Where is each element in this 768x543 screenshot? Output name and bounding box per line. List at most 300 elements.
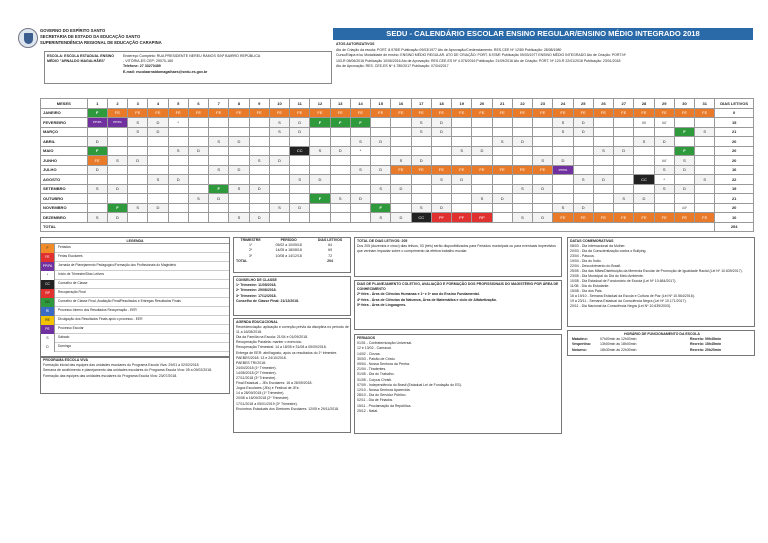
day-cell: RP: [472, 213, 492, 223]
day-cell: [593, 203, 613, 213]
day-cell: [391, 175, 411, 185]
day-cell: [492, 127, 512, 137]
day-cell: D: [492, 194, 512, 204]
day-cell: [87, 203, 107, 213]
day-cell: ////: [634, 118, 654, 128]
col-header-months: MESES: [41, 99, 88, 109]
page-title: SEDU - CALENDÁRIO ESCOLAR ENSINO REGULAR/ENSINO MÉDIO INTEGRADO 2018: [333, 28, 753, 40]
day-cell: D: [411, 156, 431, 166]
day-cell: *: [654, 175, 674, 185]
escola-viva-line: Formação inicial das equipes das unidades escolares do Programa Escola Viva: 29/01 a 02/02/2018: [43, 363, 199, 368]
legend-label: Conselho de Classe: [58, 281, 88, 286]
day-cell: S: [269, 203, 289, 213]
conselho-title: CONSELHO DE CLASSE: [236, 278, 277, 282]
day-cell: [107, 175, 127, 185]
legend-item: [41, 289, 229, 298]
day-cell: [310, 137, 330, 147]
day-cell: D: [674, 184, 694, 194]
day-cell: D: [209, 194, 229, 204]
list-line: 12 e 13/02 - Carnaval.: [357, 346, 392, 351]
day-cell: [330, 156, 350, 166]
day-cell: FE: [330, 108, 350, 118]
day-cell: D: [290, 127, 310, 137]
planejamento-line: 2ª feira - Área de Ciências Humanas e 1º e 3º ano do Ensino Fundamental.: [357, 292, 480, 297]
day-cell: [492, 203, 512, 213]
month-name: MARÇO: [41, 127, 88, 137]
day-cell: S: [553, 127, 573, 137]
day-cell: [188, 127, 208, 137]
conselho-line: 2º Trimestre: 29/08/2018.: [236, 288, 277, 293]
day-cell: S: [533, 156, 553, 166]
day-cell: D: [290, 118, 310, 128]
legend-key: RP: [41, 289, 55, 298]
day-cell: [654, 194, 674, 204]
day-cell: S: [249, 156, 269, 166]
day-cell: S: [209, 165, 229, 175]
day-cell: D: [452, 175, 472, 185]
month-total: 20: [715, 203, 754, 213]
list-line: 19/04 - Dia do Índio.: [570, 259, 602, 263]
day-cell: [188, 184, 208, 194]
legend-label: Início de Trimestre/Dias Letivos: [58, 272, 104, 277]
day-cell: D: [310, 175, 330, 185]
list-line: 23/05 - Dia Municipal do Dia do Meio Ambiente.: [570, 274, 644, 278]
escola-viva-line: Semana de acolhimento e planejamento das unidades escolares do Programa Escola Viva: 05 a 09/02/2018.: [43, 368, 213, 373]
day-cell: [229, 156, 249, 166]
day-cell: [148, 213, 168, 223]
day-cell: [431, 184, 451, 194]
acts-line: Ato de Criação da escola: PORT. 8.978/E Publicação 09/03/1977 Ato de Aprovação/Credenciamento: RES.CEE Nº 12/80 Publicação: 28/08/1980: [336, 47, 562, 52]
day-cell: [695, 156, 715, 166]
day-cell: [229, 146, 249, 156]
day-cell: FE: [593, 213, 613, 223]
day-cell: [614, 118, 634, 128]
day-cell: [674, 175, 694, 185]
agenda-box: [233, 318, 351, 433]
day-cell: [614, 127, 634, 137]
day-cell: [310, 156, 330, 166]
escola-viva-box: [40, 356, 230, 394]
day-cell: [452, 194, 472, 204]
day-cell: [431, 146, 451, 156]
month-total: 10: [715, 213, 754, 223]
col-header-day: 13: [330, 99, 350, 109]
day-cell: [107, 165, 127, 175]
day-cell: D: [391, 184, 411, 194]
day-cell: [391, 137, 411, 147]
horario-cell: 07h00min às 12h00min: [600, 337, 637, 342]
legend-key: FE: [41, 253, 55, 262]
planejamento-line: 5ª feira - Área de Linguagens.: [357, 302, 407, 307]
col-header-day: 22: [512, 99, 532, 109]
day-cell: S: [431, 175, 451, 185]
col-header-day: 2: [107, 99, 127, 109]
day-cell: FE: [431, 165, 451, 175]
day-cell: S: [512, 184, 532, 194]
day-cell: [695, 118, 715, 128]
day-cell: [209, 213, 229, 223]
day-cell: [310, 184, 330, 194]
list-line: Final Estadual – JEs Escolares: 16 a 28/09/2018.: [236, 381, 313, 386]
day-cell: D: [634, 194, 654, 204]
list-line: Jogos Escolares (JEs) e Festival de JEs:: [236, 386, 300, 391]
day-cell: [249, 137, 269, 147]
horario-box: [567, 330, 755, 356]
col-header-day: 21: [492, 99, 512, 109]
day-cell: S: [107, 156, 127, 166]
day-cell: [472, 184, 492, 194]
legend-label: Jornada de Planejamento Pedagógico/Formação dos Profissionais do Magistério: [58, 263, 177, 268]
day-cell: [634, 165, 654, 175]
list-line: 01/01 - Confraternização Universal.: [357, 341, 413, 346]
day-cell: S: [229, 213, 249, 223]
day-cell: [350, 213, 370, 223]
day-cell: [553, 146, 573, 156]
day-cell: [492, 184, 512, 194]
day-cell: S: [391, 156, 411, 166]
horario-cell: Recreio: 09h45min: [690, 337, 722, 342]
day-cell: [695, 146, 715, 156]
day-cell: FE: [654, 108, 674, 118]
calendar-table: [40, 98, 754, 232]
feriados-title: FERIADOS: [357, 336, 376, 340]
month-name: JULHO: [41, 165, 88, 175]
list-line: 14/08/2018 (2º Trimestre).: [236, 370, 277, 375]
day-cell: [391, 127, 411, 137]
day-cell: [148, 165, 168, 175]
day-cell: FE: [492, 165, 512, 175]
acts-block: [336, 42, 756, 70]
day-cell: [87, 127, 107, 137]
month-row: [41, 127, 754, 137]
day-cell: F: [310, 118, 330, 128]
day-cell: FE: [229, 108, 249, 118]
month-total: 21: [715, 194, 754, 204]
day-cell: D: [87, 165, 107, 175]
list-line: 20/03 - Dia da Conscientização contra o Bullying.: [570, 249, 647, 253]
day-cell: [209, 118, 229, 128]
day-cell: FE: [614, 108, 634, 118]
list-line: 11/08 - Dia do Estudante.: [570, 284, 610, 288]
day-cell: [512, 194, 532, 204]
day-cell: S: [330, 194, 350, 204]
day-cell: [553, 137, 573, 147]
day-cell: D: [573, 118, 593, 128]
day-cell: FE: [188, 108, 208, 118]
col-header-day: 23: [533, 99, 553, 109]
day-cell: FE: [209, 108, 229, 118]
day-cell: [472, 175, 492, 185]
day-cell: [695, 165, 715, 175]
day-cell: [128, 165, 148, 175]
day-cell: S: [188, 194, 208, 204]
day-cell: [168, 213, 188, 223]
day-cell: FE: [249, 108, 269, 118]
list-line: Recredenciação: aplicação e correção prévia da disciplina no período de 11 a 16/08/2018.: [236, 325, 349, 335]
legend-key: PE: [41, 325, 55, 334]
day-cell: [492, 118, 512, 128]
day-cell: [371, 127, 391, 137]
day-cell: [533, 203, 553, 213]
day-cell: [533, 127, 553, 137]
day-cell: [371, 118, 391, 128]
day-cell: [148, 146, 168, 156]
conselho-line: Conselho de Classe Final: 21/12/2018.: [236, 298, 300, 303]
agenda-list: [234, 325, 350, 412]
horario-cell: Recreio: 15h45min: [690, 342, 722, 347]
trimestre-total-label: TOTAL: [236, 258, 248, 263]
day-cell: [472, 127, 492, 137]
day-cell: FE: [695, 108, 715, 118]
day-cell: [168, 165, 188, 175]
dias-letivos-text: Dos 205 (duzentos e cinco) dias letivos, 03 (três) serão disponibilizados para Feriados municipais ou para eventuais imprevistos que venham impactar sobre o cumprimento da efetiva trabalho escolar.: [357, 244, 556, 254]
day-cell: F: [310, 194, 330, 204]
day-cell: [87, 175, 107, 185]
day-cell: [391, 203, 411, 213]
day-cell: [553, 194, 573, 204]
day-cell: [634, 146, 654, 156]
legend-key: DD: [41, 298, 55, 307]
day-cell: S: [350, 165, 370, 175]
day-cell: [188, 156, 208, 166]
legend-item: [41, 244, 229, 253]
day-cell: [249, 165, 269, 175]
day-cell: [168, 194, 188, 204]
day-cell: [512, 118, 532, 128]
month-total: 20: [715, 137, 754, 147]
day-cell: [452, 137, 472, 147]
day-cell: D: [654, 137, 674, 147]
month-total: 0: [715, 108, 754, 118]
day-cell: [229, 203, 249, 213]
acts-title: ATOS AUTORIZATIVOS: [336, 42, 375, 46]
day-cell: S: [128, 203, 148, 213]
day-cell: [290, 194, 310, 204]
day-cell: [634, 203, 654, 213]
day-cell: [614, 156, 634, 166]
day-cell: [431, 194, 451, 204]
col-header-day: 12: [310, 99, 330, 109]
day-cell: [614, 203, 634, 213]
list-line: 12/10 - Nossa Senhora Aparecida.: [357, 388, 411, 393]
day-cell: FE: [310, 108, 330, 118]
day-cell: FE: [350, 108, 370, 118]
day-cell: FE: [371, 108, 391, 118]
trimestre-table: [234, 238, 350, 264]
day-cell: D: [512, 137, 532, 147]
day-cell: [573, 194, 593, 204]
col-header-day: 26: [593, 99, 613, 109]
day-cell: [593, 127, 613, 137]
list-line: Dia da Família na Escola: 21/04 e 01/09/2018.: [236, 335, 308, 340]
day-cell: FE: [674, 213, 694, 223]
legend-item: [41, 253, 229, 262]
day-cell: S: [350, 137, 370, 147]
col-header-day: 1: [87, 99, 107, 109]
day-cell: [391, 146, 411, 156]
day-cell: [290, 156, 310, 166]
legend-item: [41, 307, 229, 316]
day-cell: S: [654, 184, 674, 194]
day-cell: FE: [391, 108, 411, 118]
day-cell: [452, 184, 472, 194]
day-cell: [674, 137, 694, 147]
trimestre-cell: 2º: [248, 248, 253, 253]
header-line: SUPERINTENDÊNCIA REGIONAL DE EDUCAÇÃO CARAPINA: [40, 40, 162, 45]
day-cell: CC: [634, 175, 654, 185]
day-cell: [654, 127, 674, 137]
day-cell: S: [593, 146, 613, 156]
day-cell: [512, 156, 532, 166]
day-cell: [411, 194, 431, 204]
col-header-day: 30: [674, 99, 694, 109]
day-cell: [209, 175, 229, 185]
list-line: 20/11 - Dia Nacional da Consciência Negra (Lei Nº 10.639/2003).: [570, 304, 672, 308]
day-cell: D: [188, 146, 208, 156]
month-row: [41, 118, 754, 128]
day-cell: FE: [512, 165, 532, 175]
day-cell: S: [654, 165, 674, 175]
day-cell: [269, 165, 289, 175]
day-cell: FE: [512, 108, 532, 118]
day-cell: [472, 203, 492, 213]
day-cell: FE: [452, 108, 472, 118]
legend-item: [41, 262, 229, 271]
day-cell: [614, 175, 634, 185]
day-cell: FE: [107, 108, 127, 118]
trimestre-box: [233, 237, 351, 273]
day-cell: [229, 118, 249, 128]
day-cell: [452, 203, 472, 213]
day-cell: [634, 127, 654, 137]
day-cell: [614, 165, 634, 175]
day-cell: [593, 118, 613, 128]
day-cell: PF: [431, 213, 451, 223]
day-cell: S: [411, 118, 431, 128]
month-row: [41, 203, 754, 213]
day-cell: [269, 137, 289, 147]
day-cell: [492, 156, 512, 166]
day-cell: [209, 203, 229, 213]
day-cell: D: [249, 184, 269, 194]
col-header-day: 27: [614, 99, 634, 109]
list-line: 25/05 - Dia das Mães/Distribuição da Merenda Escolar de Promoção de Igualdade Racial (Lei Nº 10.639/2017).: [570, 269, 743, 273]
day-cell: [371, 175, 391, 185]
list-line: 21/04 - Tiradentes.: [357, 367, 387, 372]
day-cell: S: [674, 156, 694, 166]
day-cell: D: [148, 118, 168, 128]
day-cell: FE: [533, 165, 553, 175]
day-cell: FE: [573, 213, 593, 223]
day-cell: FE: [654, 213, 674, 223]
day-cell: [290, 165, 310, 175]
horario-row: [568, 348, 754, 353]
horario-cell: Vespertino:: [572, 342, 592, 347]
month-row: [41, 165, 754, 175]
day-cell: [188, 165, 208, 175]
legend-key: D: [41, 343, 55, 352]
calendar-total-value: 204: [715, 222, 754, 232]
day-cell: S: [128, 127, 148, 137]
day-cell: [512, 175, 532, 185]
day-cell: D: [168, 175, 188, 185]
month-name: NOVEMBRO: [41, 203, 88, 213]
col-header-day: 19: [452, 99, 472, 109]
day-cell: *: [168, 118, 188, 128]
day-cell: [330, 165, 350, 175]
day-cell: [310, 213, 330, 223]
day-cell: [128, 184, 148, 194]
day-cell: S: [695, 175, 715, 185]
col-header-day: 15: [371, 99, 391, 109]
day-cell: [168, 203, 188, 213]
day-cell: [148, 194, 168, 204]
legend-key: RI: [41, 307, 55, 316]
day-cell: FE: [128, 108, 148, 118]
trimestre-cell: 64: [328, 243, 333, 248]
day-cell: [452, 118, 472, 128]
day-cell: [229, 194, 249, 204]
day-cell: [188, 175, 208, 185]
day-cell: S: [168, 146, 188, 156]
day-cell: [371, 194, 391, 204]
day-cell: [695, 194, 715, 204]
calendar-header-row: [41, 99, 754, 109]
day-cell: D: [87, 137, 107, 147]
day-cell: FE: [411, 165, 431, 175]
month-row: [41, 137, 754, 147]
day-cell: FE: [472, 165, 492, 175]
day-cell: [330, 203, 350, 213]
day-cell: PP/PA: [553, 165, 573, 175]
day-cell: [573, 137, 593, 147]
day-cell: S: [290, 175, 310, 185]
day-cell: [492, 175, 512, 185]
day-cell: D: [472, 146, 492, 156]
month-total: 20: [715, 146, 754, 156]
day-cell: [573, 184, 593, 194]
day-cell: FE: [431, 108, 451, 118]
day-cell: [269, 213, 289, 223]
list-line: PAEBES TRI/2018:: [236, 360, 267, 365]
day-cell: [533, 175, 553, 185]
month-total: 16: [715, 165, 754, 175]
day-cell: [188, 137, 208, 147]
acts-line: Ato de Aprovação: RES. CEE-ES Nº 4.780/2017 Publicação: 07/04/2017: [336, 64, 449, 68]
list-line: 31/05 - Corpus Christi.: [357, 377, 393, 382]
acts-line: 103-R 08/06/2016 Publicação 10/06/2016 Ato de Aprovação: RES.CEE-ES Nº 4.076/2016 Publicação: 21/09/2016 Ato de Criação: PORT. Nº 120-R 22/01/2018 Publicação: 23/01/2018: [336, 58, 621, 63]
day-cell: [492, 213, 512, 223]
trimestre-cell: 3º: [248, 253, 253, 258]
day-cell: F: [209, 184, 229, 194]
day-cell: FE: [553, 108, 573, 118]
state-crest-icon: [18, 28, 38, 48]
day-cell: [431, 137, 451, 147]
day-cell: [148, 156, 168, 166]
day-cell: [371, 156, 391, 166]
calendar-total-label: TOTAL: [41, 222, 715, 232]
day-cell: [452, 127, 472, 137]
day-cell: [350, 184, 370, 194]
day-cell: ////: [654, 156, 674, 166]
school-email: E-mail: escolaarnaldomagalhaes@sedu.es.gov.br: [123, 69, 208, 74]
day-cell: D: [431, 118, 451, 128]
day-cell: [168, 156, 188, 166]
list-line: 30/03 - Paixão de Cristo.: [357, 356, 396, 361]
datas-title: DATAS COMEMORATIVAS: [570, 239, 614, 243]
col-header-day: 29: [654, 99, 674, 109]
feriados-box: [354, 334, 562, 434]
